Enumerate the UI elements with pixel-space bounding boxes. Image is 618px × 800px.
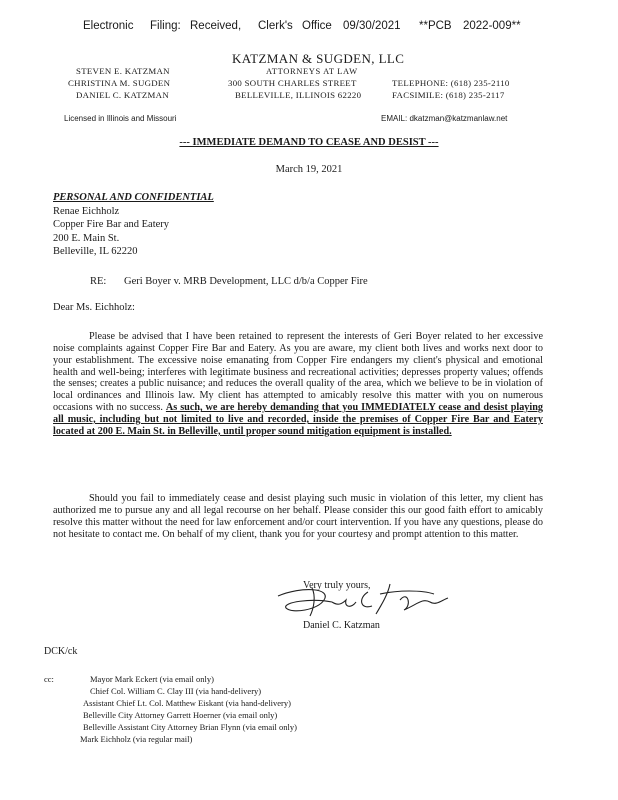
recipient-line: Renae Eichholz	[53, 206, 120, 217]
stamp-word: Filing:	[150, 20, 181, 32]
paragraph-text: Should you fail to immediately cease and desist playing such music in violation of this letter, my client has authorized me to pursue any and all legal recourse on her behalf. Please consider this our good faith effort to amicably resolve this matter without the need for law enforcement and/or court intervention. If you have any questions, please do not hesitate to contact me. On behalf of my client, thank you for your courtesy and prompt attention to this matter.	[53, 493, 543, 540]
letter-date: March 19, 2021	[275, 164, 343, 175]
cc-recipient: Mark Eichholz (via regular mail)	[80, 734, 193, 744]
stamp-word: Office	[302, 20, 332, 32]
firm-subtitle: ATTORNEYS AT LAW	[266, 66, 358, 76]
re-text: Geri Boyer v. MRB Development, LLC d/b/a Copper Fire	[124, 276, 368, 287]
attorney-name: DANIEL C. KATZMAN	[76, 90, 169, 100]
cc-label: cc:	[44, 674, 54, 684]
stamp-word: 2022-009**	[463, 20, 521, 32]
cc-recipient: Assistant Chief Lt. Col. Matthew Eiskant (via hand-delivery)	[83, 698, 291, 708]
signature-image	[272, 580, 462, 620]
cc-recipient: Mayor Mark Eckert (via email only)	[90, 674, 214, 684]
firm-facsimile: FACSIMILE: (618) 235-2117	[392, 90, 505, 100]
body-paragraph-2	[53, 493, 543, 540]
firm-city: BELLEVILLE, ILLINOIS 62220	[235, 90, 362, 100]
attorney-name: STEVEN E. KATZMAN	[76, 66, 170, 76]
cc-recipient: Belleville City Attorney Garrett Hoerner (via email only)	[83, 710, 278, 720]
signer-name: Daniel C. Katzman	[303, 620, 380, 631]
recipient-line: Copper Fire Bar and Eatery	[53, 219, 170, 230]
firm-email: EMAIL: dkatzman@katzmanlaw.net	[381, 114, 508, 123]
cc-recipient: Chief Col. William C. Clay III (via hand-delivery)	[90, 686, 262, 696]
firm-name: KATZMAN & SUGDEN, LLC	[232, 51, 405, 66]
licensed-note: Licensed in Illinois and Missouri	[64, 114, 177, 123]
attorney-name: CHRISTINA M. SUGDEN	[68, 78, 171, 88]
recipient-line: 200 E. Main St.	[53, 233, 120, 244]
demand-title: --- IMMEDIATE DEMAND TO CEASE AND DESIST ---	[179, 137, 439, 148]
stamp-word: Clerk's	[258, 20, 293, 32]
firm-telephone: TELEPHONE: (618) 235-2110	[392, 78, 510, 88]
recipient-line: Belleville, IL 62220	[53, 246, 138, 257]
body-paragraph-1	[53, 331, 543, 438]
confidential-marking: PERSONAL AND CONFIDENTIAL	[53, 192, 214, 203]
typist-initials: DCK/ck	[44, 646, 78, 657]
stamp-word: Received,	[190, 20, 242, 32]
salutation: Dear Ms. Eichholz:	[53, 302, 135, 313]
stamp-word: 09/30/2021	[343, 20, 401, 32]
paragraph-text: Please be advised that I have been retained to represent the interests of Geri Boyer related to her excessive noise complaints against Copper Fire Bar and Eatery. As you are aware, my client both lives and works next door to your establishment. The excessive noise emanating from Copper Fire endangers my client's physical and emotional health and well-being; interferes with legitimate business and recreational activities; depresses property values; offends the senses; creates a public nuisance; and reduces the overall quality of the area, which we believe to be in violation of local ordinances and Illinois law. My client has attempted to amicably resolve this matter with you on numerous occasions with no success.	[53, 331, 543, 414]
demand-statement: As such, we are hereby demanding that you IMMEDIATELY cease and desist playing all music, including but not limited to live and recorded, inside the premises of Copper Fire Bar and Eatery located at 200 E. Main St. in Belleville, until proper sound mitigation equipment is installed.	[53, 402, 543, 437]
stamp-word: Electronic	[83, 20, 134, 32]
re-label: RE:	[90, 276, 107, 287]
valediction: Very truly yours,	[303, 580, 371, 591]
cc-recipient: Belleville Assistant City Attorney Brian Flynn (via email only)	[83, 722, 297, 732]
firm-street: 300 SOUTH CHARLES STREET	[228, 78, 357, 88]
stamp-word: **PCB	[419, 20, 452, 32]
